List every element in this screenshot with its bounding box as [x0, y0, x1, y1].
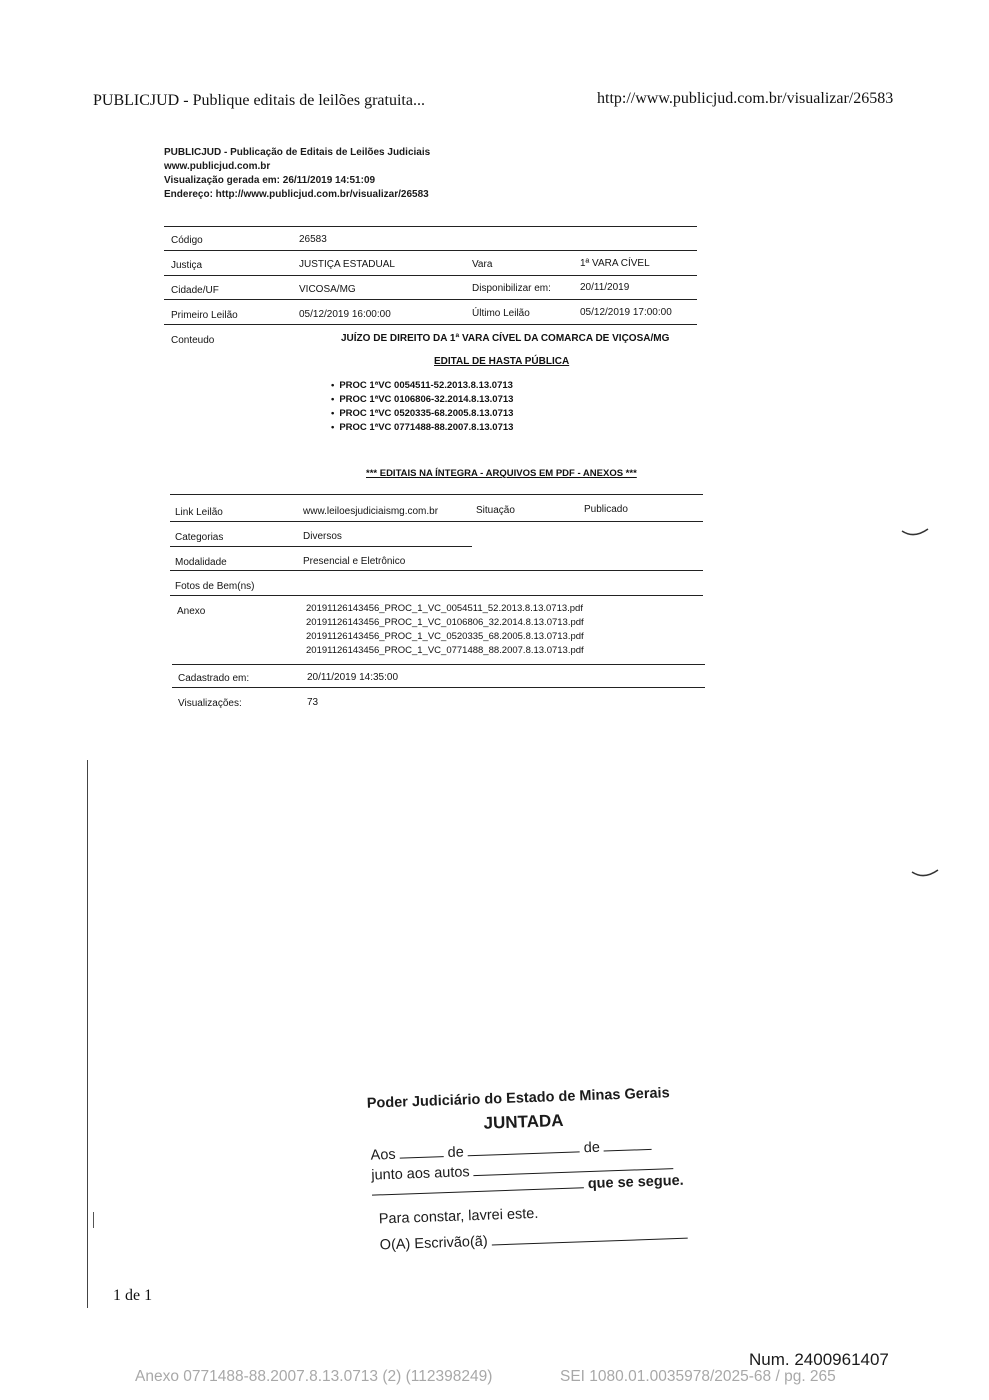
anexo-list [306, 602, 584, 658]
anexo-file-link[interactable]: 20191126143456_PROC_1_VC_0054511_52.2013.8.13.0713.pdf [306, 603, 583, 614]
situacao-label: Situação [476, 505, 515, 516]
link-leilao-label: Link Leilão [175, 507, 223, 518]
vara-label: Vara [472, 259, 493, 270]
scan-mark [93, 1212, 94, 1228]
edital-heading: EDITAL DE HASTA PÚBLICA [434, 356, 570, 367]
proc-item: • PROC 1ªVC 0054511-52.2013.8.13.0713 [331, 379, 513, 393]
cidade-value: VICOSA/MG [299, 284, 356, 295]
disponibilizar-label: Disponibilizar em: [472, 283, 551, 294]
anexo-file-link[interactable]: 20191126143456_PROC_1_VC_0106806_32.2014.8.13.0713.pdf [306, 617, 584, 628]
anexo-footer: Anexo 0771488-88.2007.8.13.0713 (2) (112398249) [135, 1368, 493, 1385]
categorias-value: Diversos [303, 531, 342, 542]
modalidade-label: Modalidade [175, 557, 227, 568]
scan-artifact-curve [910, 866, 940, 882]
table2-row-rule [170, 570, 703, 571]
juntada-stamp [360, 1068, 706, 1260]
meta-site-title: PUBLICJUD - Publicação de Editais de Leilões Judiciais [164, 147, 431, 158]
document-number: Num. 2400961407 [749, 1350, 889, 1369]
meta-site-url: www.publicjud.com.br [164, 161, 271, 172]
page-header-title: PUBLICJUD - Publique editais de leilões gratuita... [93, 92, 425, 109]
categorias-label: Categorias [175, 532, 224, 543]
stamp-de-2: de [583, 1139, 601, 1157]
conteudo-label: Conteudo [171, 335, 215, 346]
table1-row-rule [164, 250, 697, 251]
page-count: 1 de 1 [113, 1287, 153, 1304]
meta-address: Endereço: http://www.publicjud.com.br/visualizar/26583 [164, 189, 429, 200]
stamp-juntada: JUNTADA [483, 1110, 564, 1133]
stamp-de-1: de [447, 1144, 465, 1161]
visualizacoes-label: Visualizações: [178, 698, 242, 709]
table1-row-rule [164, 324, 697, 325]
table2-top-rule [170, 494, 703, 495]
table1-row-rule [164, 275, 697, 276]
stamp-junto: junto aos autos [371, 1164, 470, 1184]
stamp-escrivao: O(A) Escrivão(ã) [379, 1233, 488, 1254]
table2-row-rule [170, 521, 703, 522]
situacao-value: Publicado [584, 504, 628, 515]
fotos-label: Fotos de Bem(ns) [175, 581, 255, 592]
ultimo-leilao-label: Último Leilão [472, 308, 530, 319]
stamp-escrivao-line [380, 1227, 688, 1254]
sei-footer: SEI 1080.01.0035978/2025-68 / pg. 265 [560, 1368, 836, 1385]
anexo-file-link[interactable]: 20191126143456_PROC_1_VC_0771488_88.2007.8.13.0713.pdf [306, 645, 584, 656]
page-header-url: http://www.publicjud.com.br/visualizar/26583 [597, 90, 894, 107]
scan-margin-line [87, 760, 88, 1308]
proc-item: • PROC 1ªVC 0771488-88.2007.8.13.0713 [331, 421, 513, 435]
anexo-file-link[interactable]: 20191126143456_PROC_1_VC_0520335_68.2005.8.13.0713.pdf [306, 631, 584, 642]
ultimo-leilao-value: 05/12/2019 17:00:00 [580, 307, 672, 318]
table2-row-rule [170, 546, 472, 547]
juizo-heading: JUÍZO DE DIREITO DA 1ª VARA CÍVEL DA COMARCA DE VIÇOSA/MG [341, 333, 670, 344]
visualizacoes-value: 73 [307, 697, 319, 708]
justica-label: Justiça [171, 260, 203, 271]
editais-heading: *** EDITAIS NA ÍNTEGRA - ARQUIVOS EM PDF - ANEXOS *** [366, 468, 637, 479]
table1-top-rule [164, 226, 697, 227]
cadastrado-value: 20/11/2019 14:35:00 [307, 672, 399, 683]
codigo-label: Código [171, 235, 203, 246]
table2-row-rule [172, 664, 705, 665]
modalidade-value: Presencial e Eletrônico [303, 556, 406, 567]
scan-artifact-curve [900, 525, 932, 541]
justica-value: JUSTIÇA ESTADUAL [299, 259, 395, 270]
table2-row-rule [170, 595, 703, 596]
disponibilizar-value: 20/11/2019 [580, 282, 630, 293]
vara-value: 1ª VARA CÍVEL [580, 258, 650, 269]
primeiro-leilao-value: 05/12/2019 16:00:00 [299, 309, 391, 320]
proc-list [331, 379, 513, 435]
proc-item: • PROC 1ªVC 0106806-32.2014.8.13.0713 [331, 393, 513, 407]
stamp-constar: Para constar, lavrei este. [378, 1205, 539, 1228]
table1-row-rule [164, 299, 697, 300]
stamp-court-name: Poder Judiciário do Estado de Minas Gerais [366, 1085, 670, 1112]
stamp-aos: Aos [370, 1146, 396, 1164]
codigo-value: 26583 [299, 234, 327, 245]
anexo-label: Anexo [177, 606, 206, 617]
table2-row-rule [172, 687, 705, 688]
cadastrado-label: Cadastrado em: [178, 673, 250, 684]
cidade-label: Cidade/UF [171, 285, 219, 296]
meta-generated-at: Visualização gerada em: 26/11/2019 14:51:09 [164, 175, 376, 186]
link-leilao-value[interactable]: www.leiloesjudiciaismg.com.br [303, 506, 439, 517]
stamp-segue: que se segue. [587, 1172, 684, 1193]
primeiro-leilao-label: Primeiro Leilão [171, 310, 238, 321]
proc-item: • PROC 1ªVC 0520335-68.2005.8.13.0713 [331, 407, 513, 421]
